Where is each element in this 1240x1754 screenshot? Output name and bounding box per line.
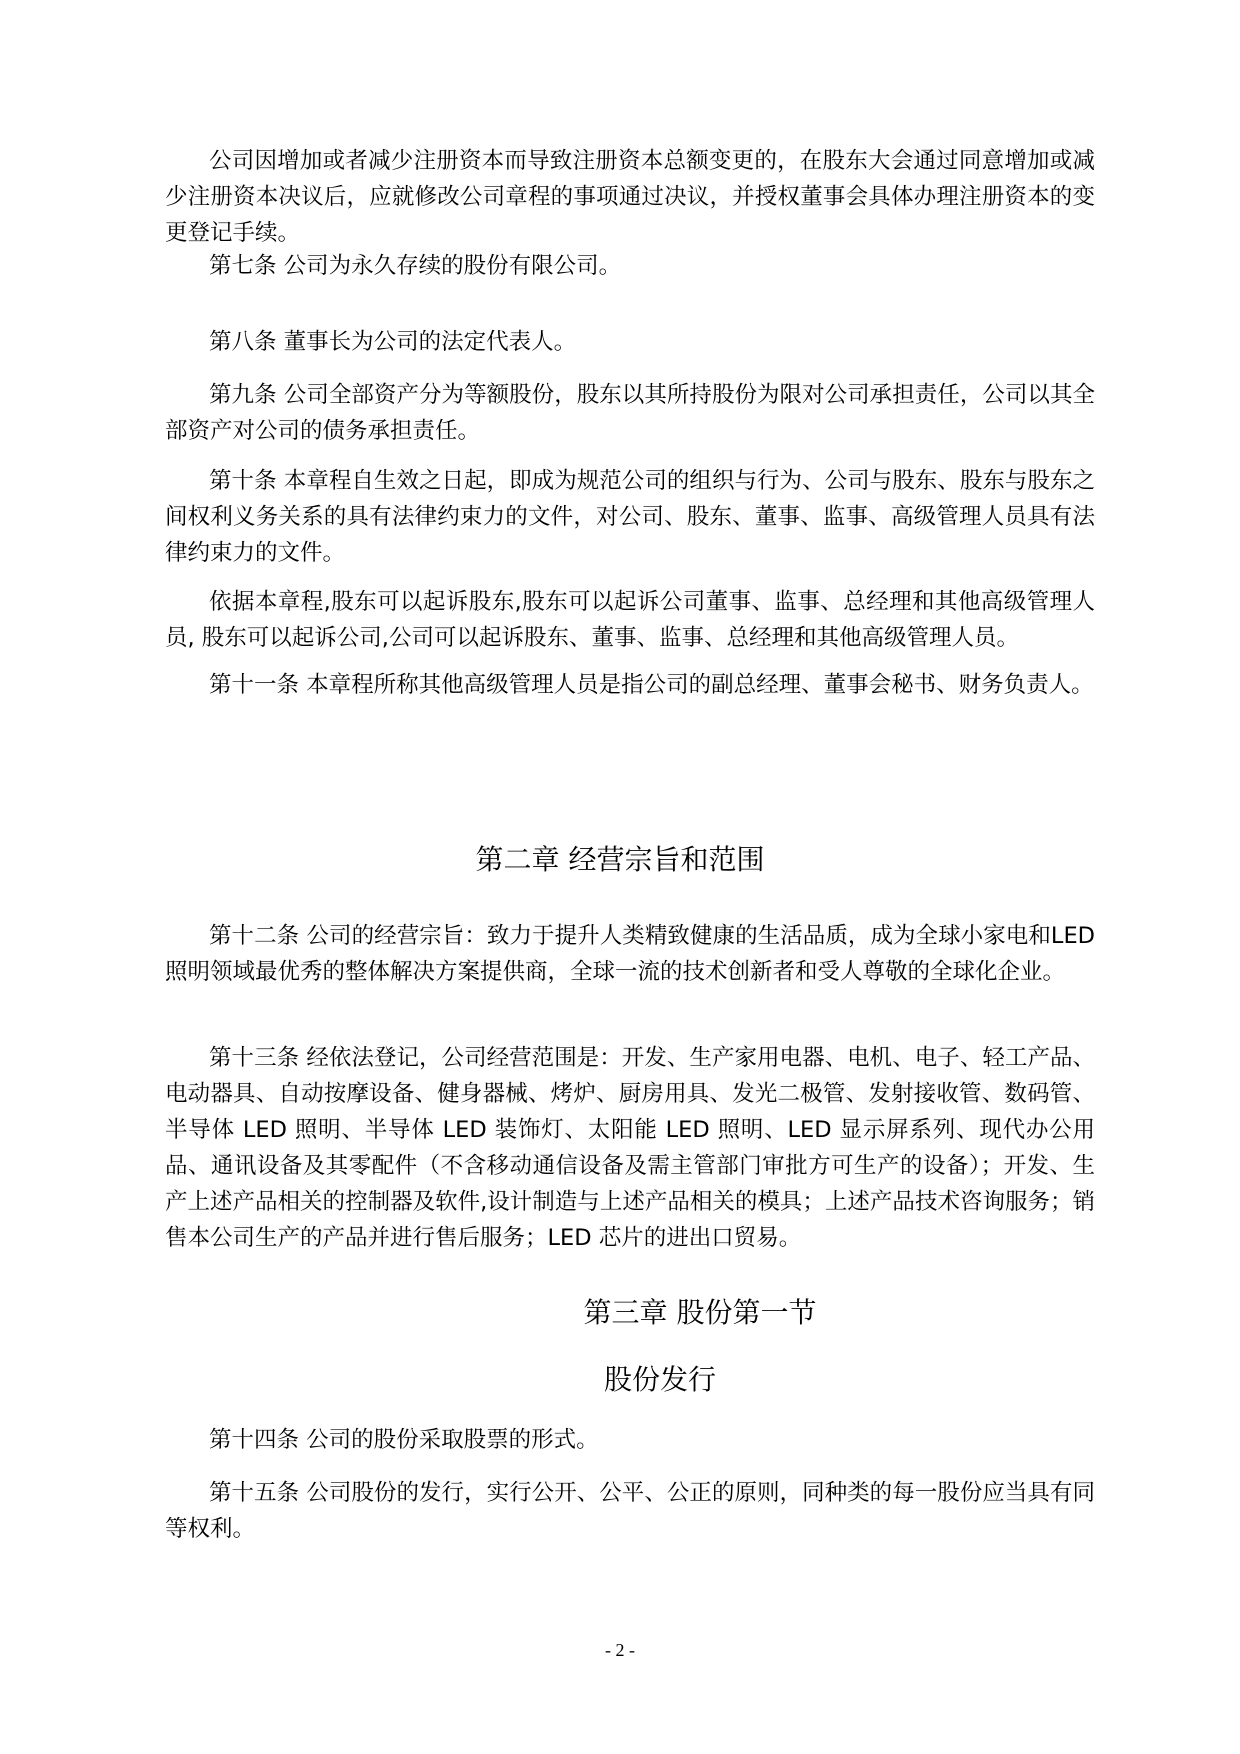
chapter-2-title: 第二章 经营宗旨和范围 bbox=[475, 843, 765, 876]
article-9: 第九条 公司全部资产分为等额股份，股东以其所持股份为限对公司承担责任，公司以其全部资产对公司的债务承担责任。 bbox=[165, 382, 1095, 444]
article-11: 第十一条 本章程所称其他高级管理人员是指公司的副总经理、董事会秘书、财务负责人。 bbox=[209, 672, 1094, 698]
article-8: 第八条 董事长为公司的法定代表人。 bbox=[209, 329, 577, 355]
article-12: 第十二条 公司的经营宗旨：致力于提升人类精致健康的生活品质，成为全球小家电和LED 照明领域最优秀的整体解决方案提供商，全球一流的技术创新者和受人尊敬的全球化企业。 bbox=[165, 923, 1095, 985]
article-13: 第十三条 经依法登记，公司经营范围是：开发、生产家用电器、电机、电子、轻工产品、电动器具、自动按摩设备、健身器械、烤炉、厨房用具、发光二极管、发射接收管、数码管、半导体 LED 照明、半导体 LED 装饰灯、太阳能 LED 照明、LED 显示屏系列、现代办公用品、通讯设备及其零配件（不含移动通信设备及需主管部门审批方可生产的设备）；开发、生产上述产品相关的控制器及软件,设计制造与上述产品相关的模具；上述产品技术咨询服务；销售本公司生产的产品并进行售后服务；LED 芯片的进出口贸易。 bbox=[165, 1045, 1095, 1251]
article-7: 第七条 公司为永久存续的股份有限公司。 bbox=[209, 253, 622, 279]
section-1-title: 股份发行 bbox=[603, 1363, 716, 1396]
article-14: 第十四条 公司的股份采取股票的形式。 bbox=[209, 1427, 599, 1453]
chapter-3-title: 第三章 股份第一节 bbox=[583, 1296, 817, 1329]
paragraph-capital-change: 公司因增加或者减少注册资本而导致注册资本总额变更的，在股东大会通过同意增加或减少注册资本决议后，应就修改公司章程的事项通过决议，并授权董事会具体办理注册资本的变更登记手续。 bbox=[165, 148, 1095, 246]
paragraph-litigation: 依据本章程,股东可以起诉股东,股东可以起诉公司董事、监事、总经理和其他高级管理人员, 股东可以起诉公司,公司可以起诉股东、董事、监事、总经理和其他高级管理人员。 bbox=[165, 589, 1095, 651]
article-15: 第十五条 公司股份的发行，实行公开、公平、公正的原则，同种类的每一股份应当具有同等权利。 bbox=[165, 1480, 1095, 1542]
article-10: 第十条 本章程自生效之日起，即成为规范公司的组织与行为、公司与股东、股东与股东之间权利义务关系的具有法律约束力的文件，对公司、股东、董事、监事、高级管理人员具有法律约束力的文件。 bbox=[165, 468, 1095, 566]
page-number: - 2 - bbox=[605, 1640, 635, 1660]
